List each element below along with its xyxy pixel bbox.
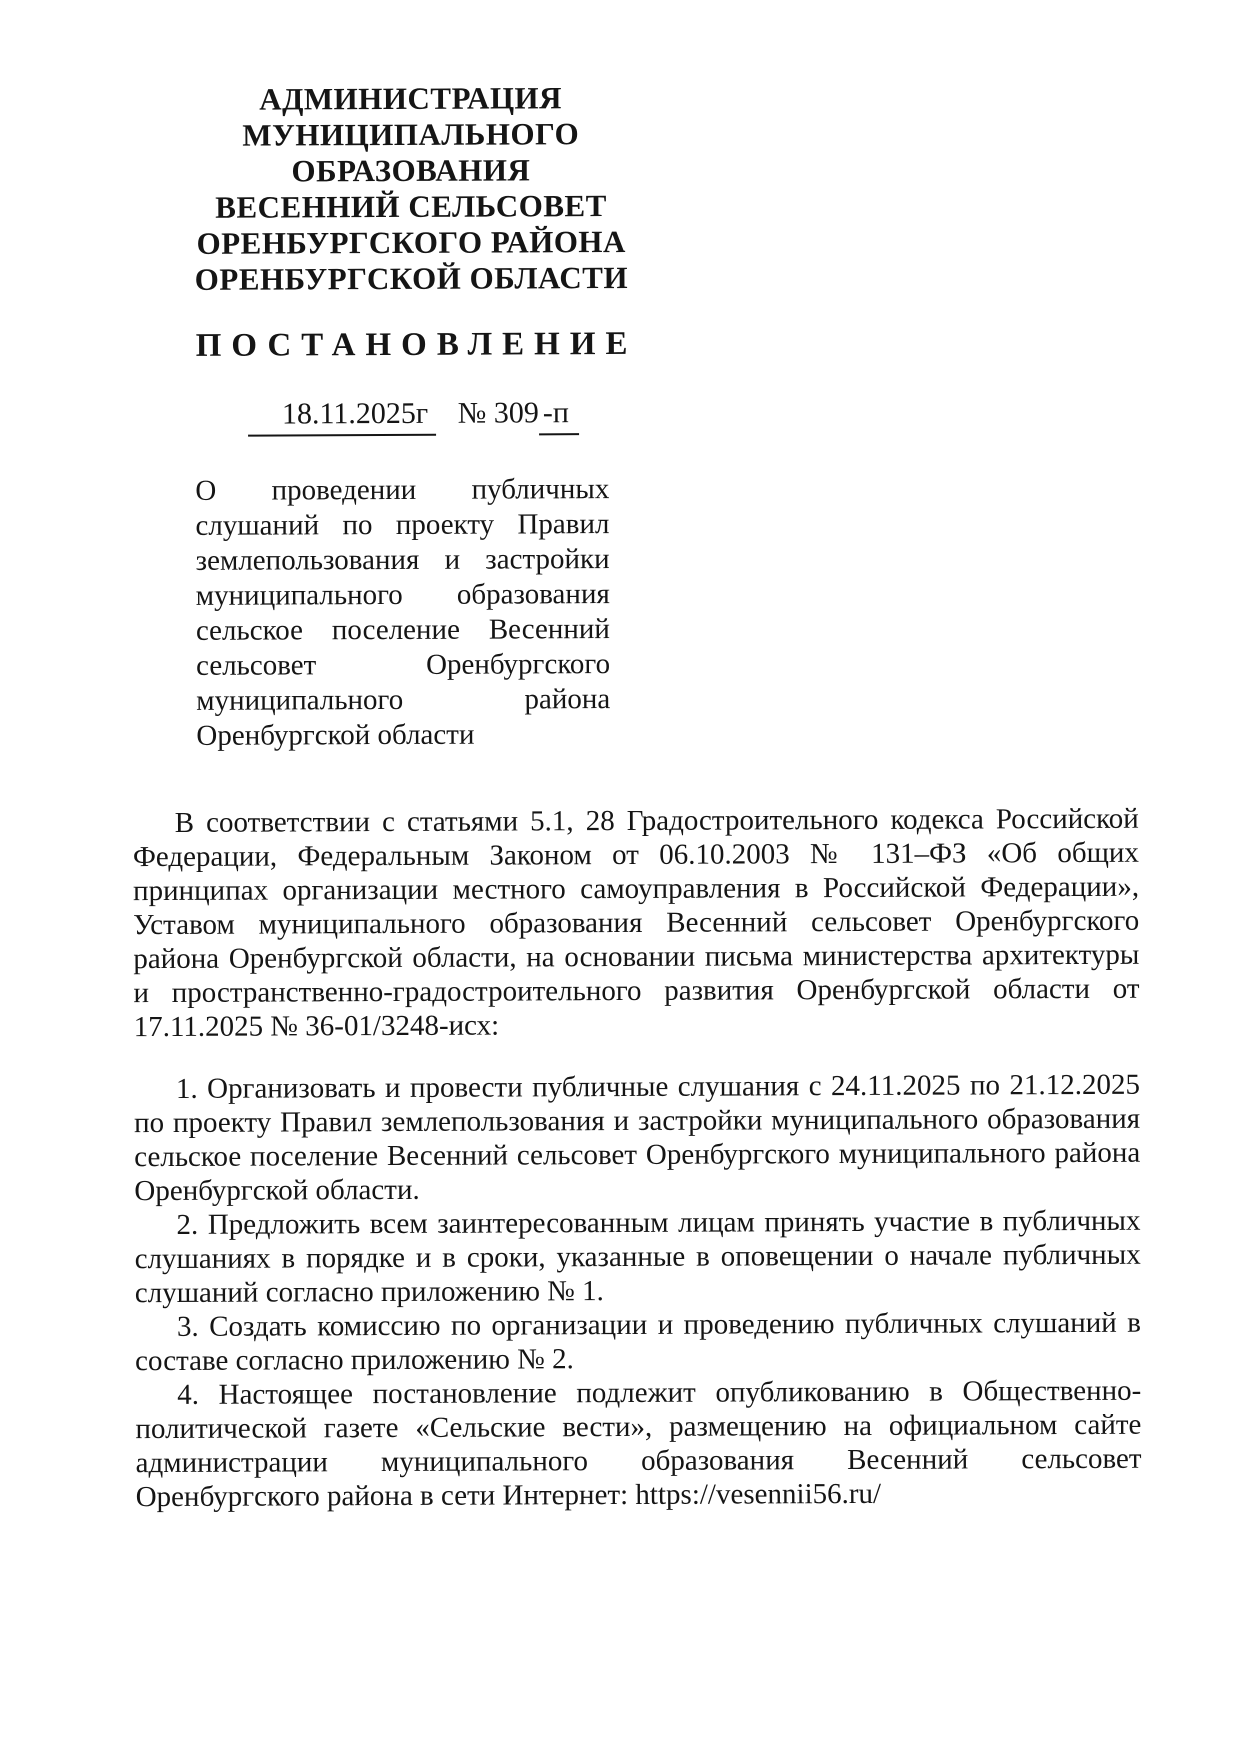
number-sign: №: [457, 396, 487, 430]
item-4-paragraph: 4. Настоящее постановление подлежит опубликованию в Общественно-политической газете «Сельские вести», размещению на официальном сайте администрации муниципального образования Весенний сельсовет Оренбургского района в сети Интернет: https://vesennii56.ru/: [135, 1374, 1142, 1514]
letterhead-line-2: МУНИЦИПАЛЬНОГО: [242, 116, 580, 153]
letterhead-line-5: ОРЕНБУРГСКОГО РАЙОНА: [196, 223, 626, 261]
document-subject: О проведении публичных слушаний по проекту Правил землепользования и застройки муниципального образования сельское поселение Весенний сельсовет Оренбургского муниципального района Оренбургской области: [195, 473, 611, 752]
document-number-suffix: -п: [539, 396, 579, 435]
preamble-paragraph: В соответствии с статьями 5.1, 28 Градостроительного кодекса Российской Федерации, Федеральным Законом от 06.10.2003 № 131–ФЗ «Об общих принципах организации местного самоуправления в Российской Федерации», Уставом муниципального образования Весенний сельсовет Оренбургского района Оренбургской области, на основании письма министерства архитектуры и пространственно-градостроительного развития Оренбургской области от 17.11.2025 № 36-01/3248-исх:: [132, 802, 1140, 1044]
document-date: 18.11.2025г: [248, 397, 436, 437]
letterhead-line-3: ОБРАЗОВАНИЯ: [291, 152, 531, 189]
letterhead: [182, 80, 641, 298]
item-1-paragraph: 1. Организовать и провести публичные слушания с 24.11.2025 по 21.12.2025 по проекту Правил землепользования и застройки муниципального образования сельское поселение Весенний сельсовет Оренбургского муниципального района Оренбургской области.: [133, 1068, 1141, 1208]
document-type-title: ПОСТАНОВЛЕНИЕ: [195, 325, 638, 364]
date-number-line: [248, 396, 579, 436]
letterhead-line-6: ОРЕНБУРГСКОЙ ОБЛАСТИ: [194, 259, 629, 297]
document-body: [133, 802, 1142, 1514]
document-number: 309: [493, 396, 539, 430]
number-group: [458, 396, 539, 429]
item-2-paragraph: 2. Предложить всем заинтересованным лицам принять участие в публичных слушаниях в порядке и в сроки, указанные в оповещении о начале публичных слушаний согласно приложению № 1.: [134, 1204, 1141, 1310]
letterhead-line-1: АДМИНИСТРАЦИЯ: [259, 80, 563, 117]
letterhead-line-4: ВЕСЕННИЙ СЕЛЬСОВЕТ: [215, 188, 607, 225]
item-3-paragraph: 3. Создать комиссию по организации и проведению публичных слушаний в составе согласно приложению № 2.: [135, 1306, 1142, 1378]
